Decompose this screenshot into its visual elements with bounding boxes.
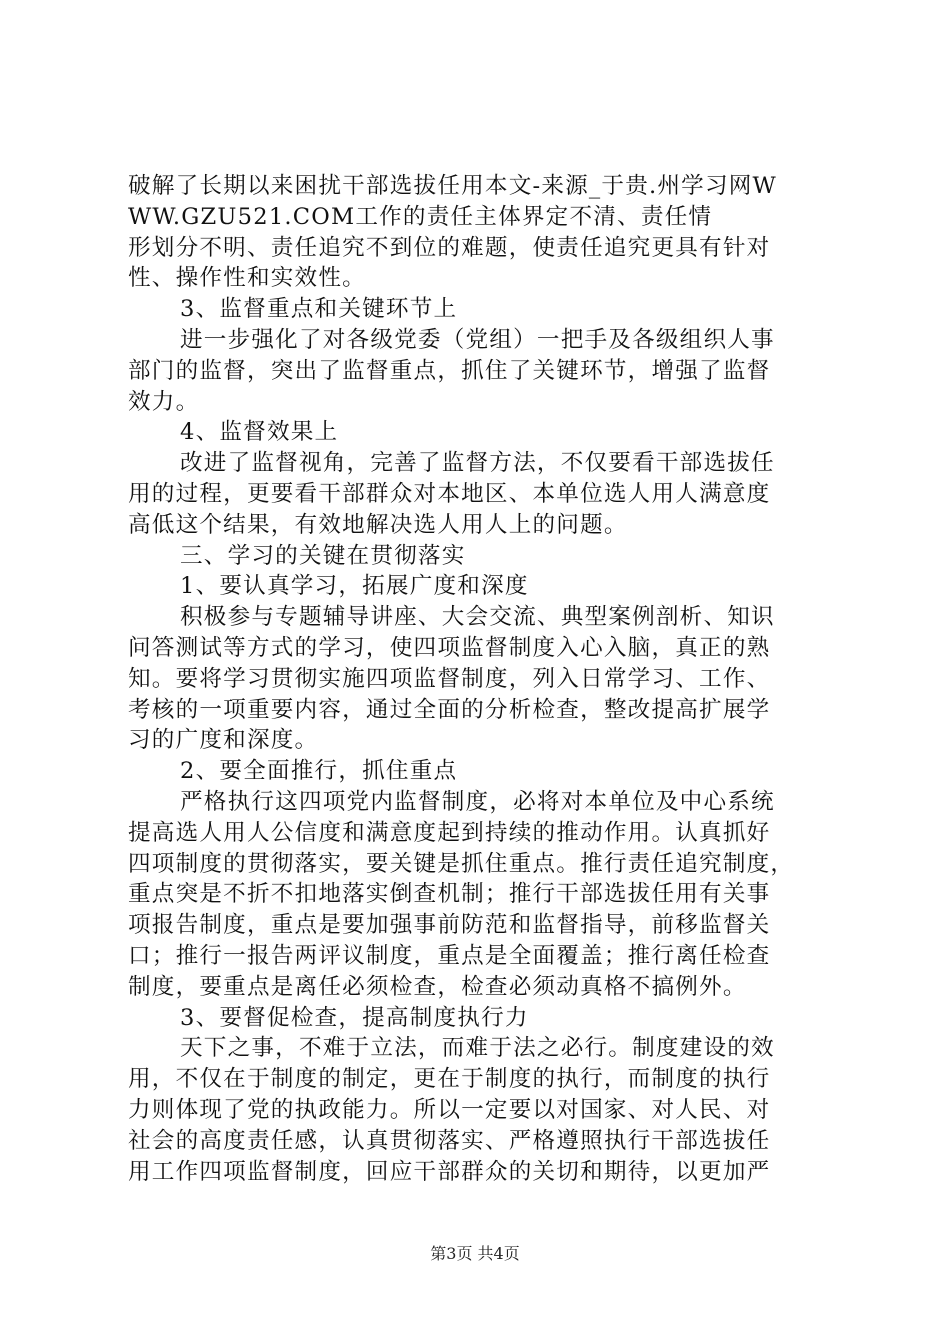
text-line: 部门的监督，突出了监督重点，抓住了关键环节，增强了监督 bbox=[128, 357, 771, 384]
text-line: 四项制度的贯彻落实，要关键是抓住重点。推行责任追究制度， bbox=[128, 850, 795, 877]
text-line: 天下之事，不难于立法，而难于法之必行。制度建设的效 bbox=[180, 1035, 775, 1062]
text-line: 积极参与专题辅导讲座、大会交流、典型案例剖析、知识 bbox=[180, 604, 775, 631]
text-line: 1、要认真学习，拓展广度和深度 bbox=[180, 573, 529, 600]
text-line: 效力。 bbox=[128, 388, 200, 415]
text-line: 进一步强化了对各级党委（党组）一把手及各级组织人事 bbox=[180, 326, 775, 353]
text-line: 用工作四项监督制度，回应干部群众的关切和期待，以更加严 bbox=[128, 1158, 771, 1185]
text-line: 口；推行一报告两评议制度，重点是全面覆盖；推行离任检查 bbox=[128, 942, 771, 969]
text-line: 用，不仅在于制度的制定，更在于制度的执行，而制度的执行 bbox=[128, 1066, 771, 1093]
text-line: 严格执行这四项党内监督制度，必将对本单位及中心系统 bbox=[180, 788, 775, 815]
text-line: 制度，要重点是离任必须检查，检查必须动真格不搞例外。 bbox=[128, 973, 747, 1000]
text-line: 三、学习的关键在贯彻落实 bbox=[180, 542, 466, 569]
text-line: 项报告制度，重点是要加强事前防范和监督指导，前移监督关 bbox=[128, 912, 771, 939]
text-line: 重点突是不折不扣地落实倒查机制；推行干部选拔任用有关事 bbox=[128, 881, 771, 908]
page-footer: 第3页 共4页 bbox=[430, 1244, 520, 1263]
text-line: 知。要将学习贯彻实施四项监督制度，列入日常学习、工作、 bbox=[128, 665, 771, 692]
text-line: 性、操作性和实效性。 bbox=[128, 265, 366, 292]
text-line: 形划分不明、责任追究不到位的难题，使责任追究更具有针对 bbox=[128, 234, 771, 261]
text-line: 问答测试等方式的学习，使四项监督制度入心入脑，真正的熟 bbox=[128, 634, 771, 661]
text-line: 2、要全面推行，抓住重点 bbox=[180, 758, 458, 785]
text-line: 社会的高度责任感，认真贯彻落实、严格遵照执行干部选拔任 bbox=[128, 1127, 771, 1154]
text-line: 破解了长期以来困扰干部选拔任用本文-来源_于贵.州学习网W bbox=[128, 173, 777, 199]
text-line: 提高选人用人公信度和满意度起到持续的推动作用。认真抓好 bbox=[128, 819, 771, 846]
text-line: 3、要督促检查，提高制度执行力 bbox=[180, 1004, 529, 1031]
text-line: 4、监督效果上 bbox=[180, 419, 339, 446]
text-line: 用的过程，更要看干部群众对本地区、本单位选人用人满意度 bbox=[128, 480, 771, 507]
text-line: 考核的一项重要内容，通过全面的分析检查，整改提高扩展学 bbox=[128, 696, 771, 723]
text-line: 高低这个结果，有效地解决选人用人上的问题。 bbox=[128, 511, 628, 538]
text-line: 3、监督重点和关键环节上 bbox=[180, 296, 458, 323]
document-body bbox=[128, 171, 828, 1187]
text-line: 习的广度和深度。 bbox=[128, 727, 319, 754]
text-line: 改进了监督视角，完善了监督方法，不仅要看干部选拔任 bbox=[180, 450, 775, 477]
text-line: 力则体现了党的执政能力。所以一定要以对国家、对人民、对 bbox=[128, 1096, 771, 1123]
text-line: WW.GZU521.COM工作的责任主体界定不清、责任情 bbox=[128, 203, 713, 230]
